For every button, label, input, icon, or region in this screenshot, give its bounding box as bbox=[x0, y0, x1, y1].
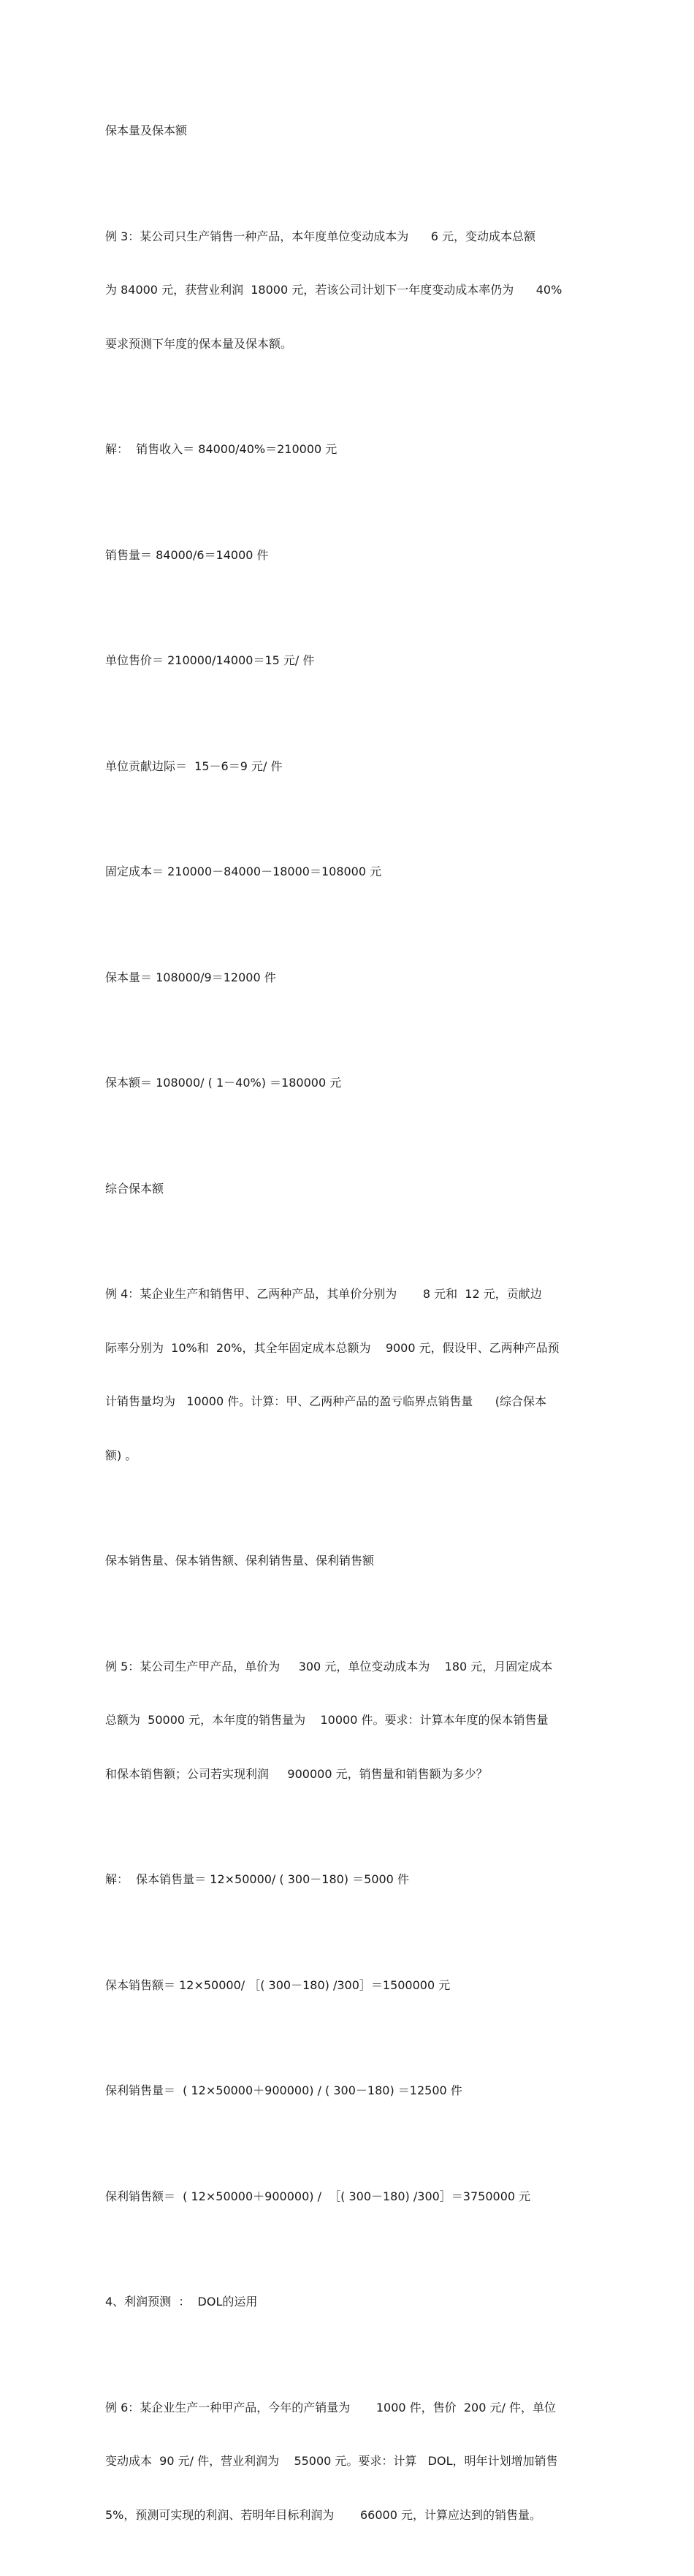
text-line: 4、利润预测 ： DOL的运用 bbox=[105, 2295, 258, 2309]
document-page bbox=[105, 86, 591, 2576]
text-line: 和保本销售额；公司若实现利润 900000 元，销售量和销售额为多少？ bbox=[105, 1766, 488, 1781]
text-line: 综合保本额 bbox=[105, 1181, 164, 1196]
solution-sales-volume bbox=[105, 511, 591, 601]
text-line: 解： 销售收入＝ 84000/40%＝210000 元 bbox=[105, 442, 338, 456]
text-line: 例 5：某公司生产甲产品，单价为 300 元，单位变动成本为 180 元，月固定成本 bbox=[105, 1659, 553, 1673]
text-line: 保本销售额＝ 12×50000/ ［( 300－180) /300］＝1500000 元 bbox=[105, 1977, 451, 1992]
example-4-paragraph bbox=[105, 1250, 591, 1500]
text-line: 固定成本＝ 210000－84000－18000＝108000 元 bbox=[105, 865, 382, 878]
text-line: 解： 保本销售量＝ 12×50000/ ( 300－180) ＝5000 件 bbox=[105, 1872, 409, 1886]
section-heading-combined bbox=[105, 1144, 591, 1234]
section-heading-profit-sales bbox=[105, 1516, 591, 1606]
text-line: 保利销售量＝ ( 12×50000＋900000) / ( 300－180) ＝12500 件 bbox=[105, 2083, 462, 2097]
text-line: 保本销售量、保本销售额、保利销售量、保利销售额 bbox=[105, 1554, 375, 1568]
example-6-paragraph bbox=[105, 2363, 591, 2561]
solution-5-breakeven-quantity bbox=[105, 1835, 591, 1925]
solution-5-profit-amount bbox=[105, 2152, 591, 2242]
text-line: 变动成本 90 元/ 件，营业利润为 55000 元。要求：计算 DOL，明年计划增加销售 bbox=[105, 2454, 558, 2468]
text-line: 5%，预测可实现的利润、若明年目标利润为 66000 元，计算应达到的销售量。 bbox=[105, 2507, 541, 2522]
text-line: 保本额＝ 108000/ ( 1－40%) ＝180000 元 bbox=[105, 1076, 342, 1090]
text-line: 单位售价＝ 210000/14000＝15 元/ 件 bbox=[105, 653, 315, 667]
text-line: 保本量及保本额 bbox=[105, 124, 188, 137]
section-heading-dol bbox=[105, 2257, 591, 2347]
solution-5-profit-quantity bbox=[105, 2046, 591, 2136]
solution-revenue bbox=[105, 405, 591, 495]
text-line: 单位贡献边际＝ 15－6＝9 元/ 件 bbox=[105, 759, 283, 773]
text-line: 计销售量均为 10000 件。计算：甲、乙两种产品的盈亏临界点销售量 (综合保本 bbox=[105, 1394, 547, 1408]
example-3-paragraph bbox=[105, 192, 591, 390]
solution-5-breakeven-amount bbox=[105, 1941, 591, 2031]
text-line: 例 4：某企业生产和销售甲、乙两种产品，其单价分别为 8 元和 12 元，贡献边 bbox=[105, 1287, 542, 1301]
solution-breakeven-amount bbox=[105, 1038, 591, 1128]
text-line: 要求预测下年度的保本量及保本额。 bbox=[105, 336, 293, 351]
text-line: 额) 。 bbox=[105, 1448, 137, 1462]
text-line: 际率分别为 10%和 20%，其全年固定成本总额为 9000 元，假设甲、乙两种产品预 bbox=[105, 1340, 560, 1355]
text-line: 销售量＝ 84000/6＝14000 件 bbox=[105, 547, 269, 562]
section-heading-breakeven bbox=[105, 86, 591, 176]
example-5-paragraph bbox=[105, 1622, 591, 1820]
text-line: 为 84000 元，获营业利润 18000 元，若该公司计划下一年度变动成本率仍为 40% bbox=[105, 283, 563, 297]
solution-unit-price bbox=[105, 616, 591, 706]
text-line: 保本量＝ 108000/9＝12000 件 bbox=[105, 970, 276, 984]
text-line: 总额为 50000 元，本年度的销售量为 10000 件。要求：计算本年度的保本销售量 bbox=[105, 1713, 549, 1727]
solution-unit-margin bbox=[105, 722, 591, 812]
text-line: 例 6：某企业生产一种甲产品，今年的产销量为 1000 件，售价 200 元/ 件，单位 bbox=[105, 2400, 556, 2414]
solution-fixed-cost bbox=[105, 827, 591, 917]
text-line: 保利销售额＝ ( 12×50000＋900000) / ［( 300－180) /300］＝3750000 元 bbox=[105, 2189, 531, 2203]
text-line: 例 3：某公司只生产销售一种产品，本年度单位变动成本为 6 元，变动成本总额 bbox=[105, 229, 536, 243]
solution-breakeven-quantity bbox=[105, 933, 591, 1023]
